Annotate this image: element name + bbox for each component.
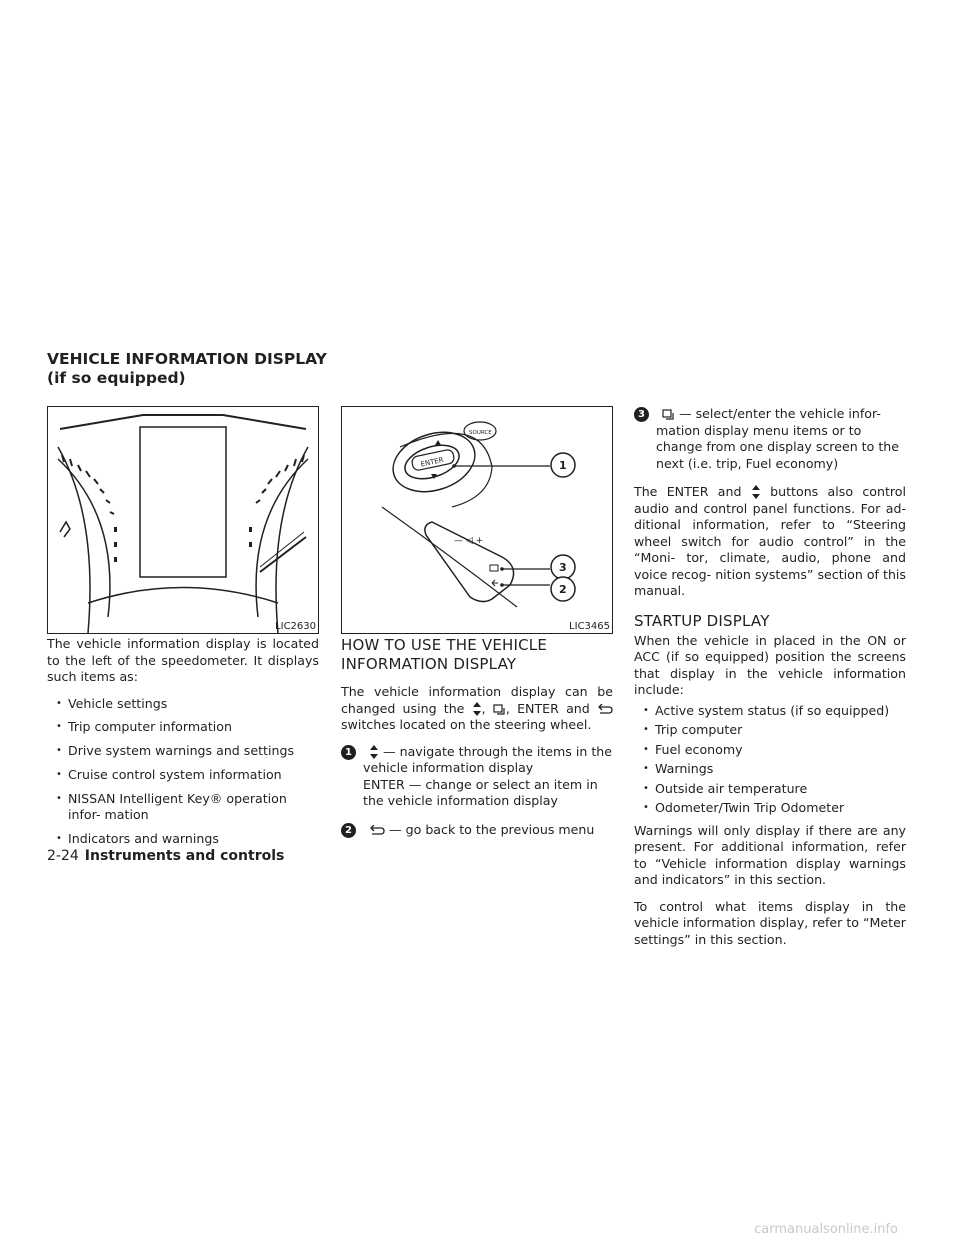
figure-label: LIC3465: [569, 621, 610, 632]
section-name: Instruments and controls: [84, 848, 285, 864]
list-item: • Drive system warnings and settings: [47, 743, 319, 760]
list-item: • Warnings: [634, 761, 906, 778]
item-3: 3 — select/enter the vehicle infor- mation display menu items or to change from one display screen to the next (i.e. trip, Fuel economy): [634, 406, 906, 472]
startup-items-list: [634, 703, 906, 817]
callout-1: 1: [559, 459, 567, 472]
switch-figure: [341, 406, 613, 634]
subheading-startup: STARTUP DISPLAY: [634, 611, 770, 630]
up-down-arrow-icon: [751, 485, 761, 499]
list-item: • Cruise control system information: [47, 767, 319, 784]
number-badge: 1: [341, 745, 356, 760]
page-footer: [47, 848, 284, 864]
list-item: • Indicators and warnings: [47, 831, 319, 848]
callout-3: 3: [559, 561, 567, 574]
back-arrow-icon: [369, 825, 385, 837]
number-badge: 2: [341, 823, 356, 838]
steering-switch-illustration: [342, 407, 612, 633]
list-item: • Odometer/Twin Trip Odometer: [634, 800, 906, 817]
list-item: • NISSAN Intelligent Key® operation infor- mation: [47, 791, 319, 824]
cluster-illustration: [48, 407, 318, 633]
svg-text:— ◁ +: — ◁ +: [454, 536, 484, 546]
source-text: SOURCE: [469, 430, 492, 436]
display-select-icon: [662, 409, 675, 421]
list-item: • Trip computer information: [47, 719, 319, 736]
up-down-arrow-icon: [369, 745, 379, 759]
list-item: • Trip computer: [634, 722, 906, 739]
list-item: • Active system status (if so equipped): [634, 703, 906, 720]
watermark: carmanualsonline.info: [754, 1222, 898, 1237]
section-heading: VEHICLE INFORMATION DISPLAY (if so equipped): [47, 350, 327, 387]
item-2: 2 — go back to the previous menu: [341, 822, 613, 839]
display-items-list: [47, 696, 319, 848]
column-2: [341, 636, 613, 850]
buttons-paragraph: The ENTER and buttons also control audio and control panel functions. For ad- ditional information, refer to “Steering wheel switch for audio control” in the “Moni- tor, climate, audio, phone and voice recog- nition systems” section of this manual.: [634, 484, 906, 598]
list-item: • Vehicle settings: [47, 696, 319, 713]
startup-paragraph: When the vehicle in placed in the ON or ACC (if so equipped) position the screens that display in the vehicle information include:: [634, 632, 906, 697]
page-number: 2-24: [47, 848, 79, 864]
callout-2: 2: [559, 583, 567, 596]
enter-text: ENTER: [419, 455, 445, 469]
figure-label: LIC2630: [275, 621, 316, 632]
number-badge: 3: [634, 407, 649, 422]
column-3: [634, 406, 906, 958]
up-down-arrow-icon: [472, 702, 482, 716]
display-select-icon: [493, 704, 506, 716]
list-item: • Outside air temperature: [634, 781, 906, 798]
meter-settings-paragraph: To control what items display in the vehicle information display, refer to “Meter settings” in this section.: [634, 898, 906, 947]
subheading-how-to-use: HOW TO USE THE VEHICLE INFORMATION DISPLAY: [341, 636, 548, 673]
warnings-paragraph: Warnings will only display if there are any present. For additional information, refer to “Vehicle information display warnings and indicators” in this section.: [634, 822, 906, 887]
intro-paragraph: The vehicle information display is located to the left of the speedometer. It displays such items as:: [47, 636, 319, 684]
how-to-paragraph: The vehicle information display can be changed using the , , ENTER and switches located on the steering wheel.: [341, 684, 613, 732]
column-1: [47, 636, 319, 855]
cluster-figure: [47, 406, 319, 634]
item-1: 1 — navigate through the items in the vehicle information display ENTER — change or select an item in the vehicle information display: [341, 744, 613, 810]
back-arrow-icon: [597, 704, 613, 716]
list-item: • Fuel economy: [634, 742, 906, 759]
